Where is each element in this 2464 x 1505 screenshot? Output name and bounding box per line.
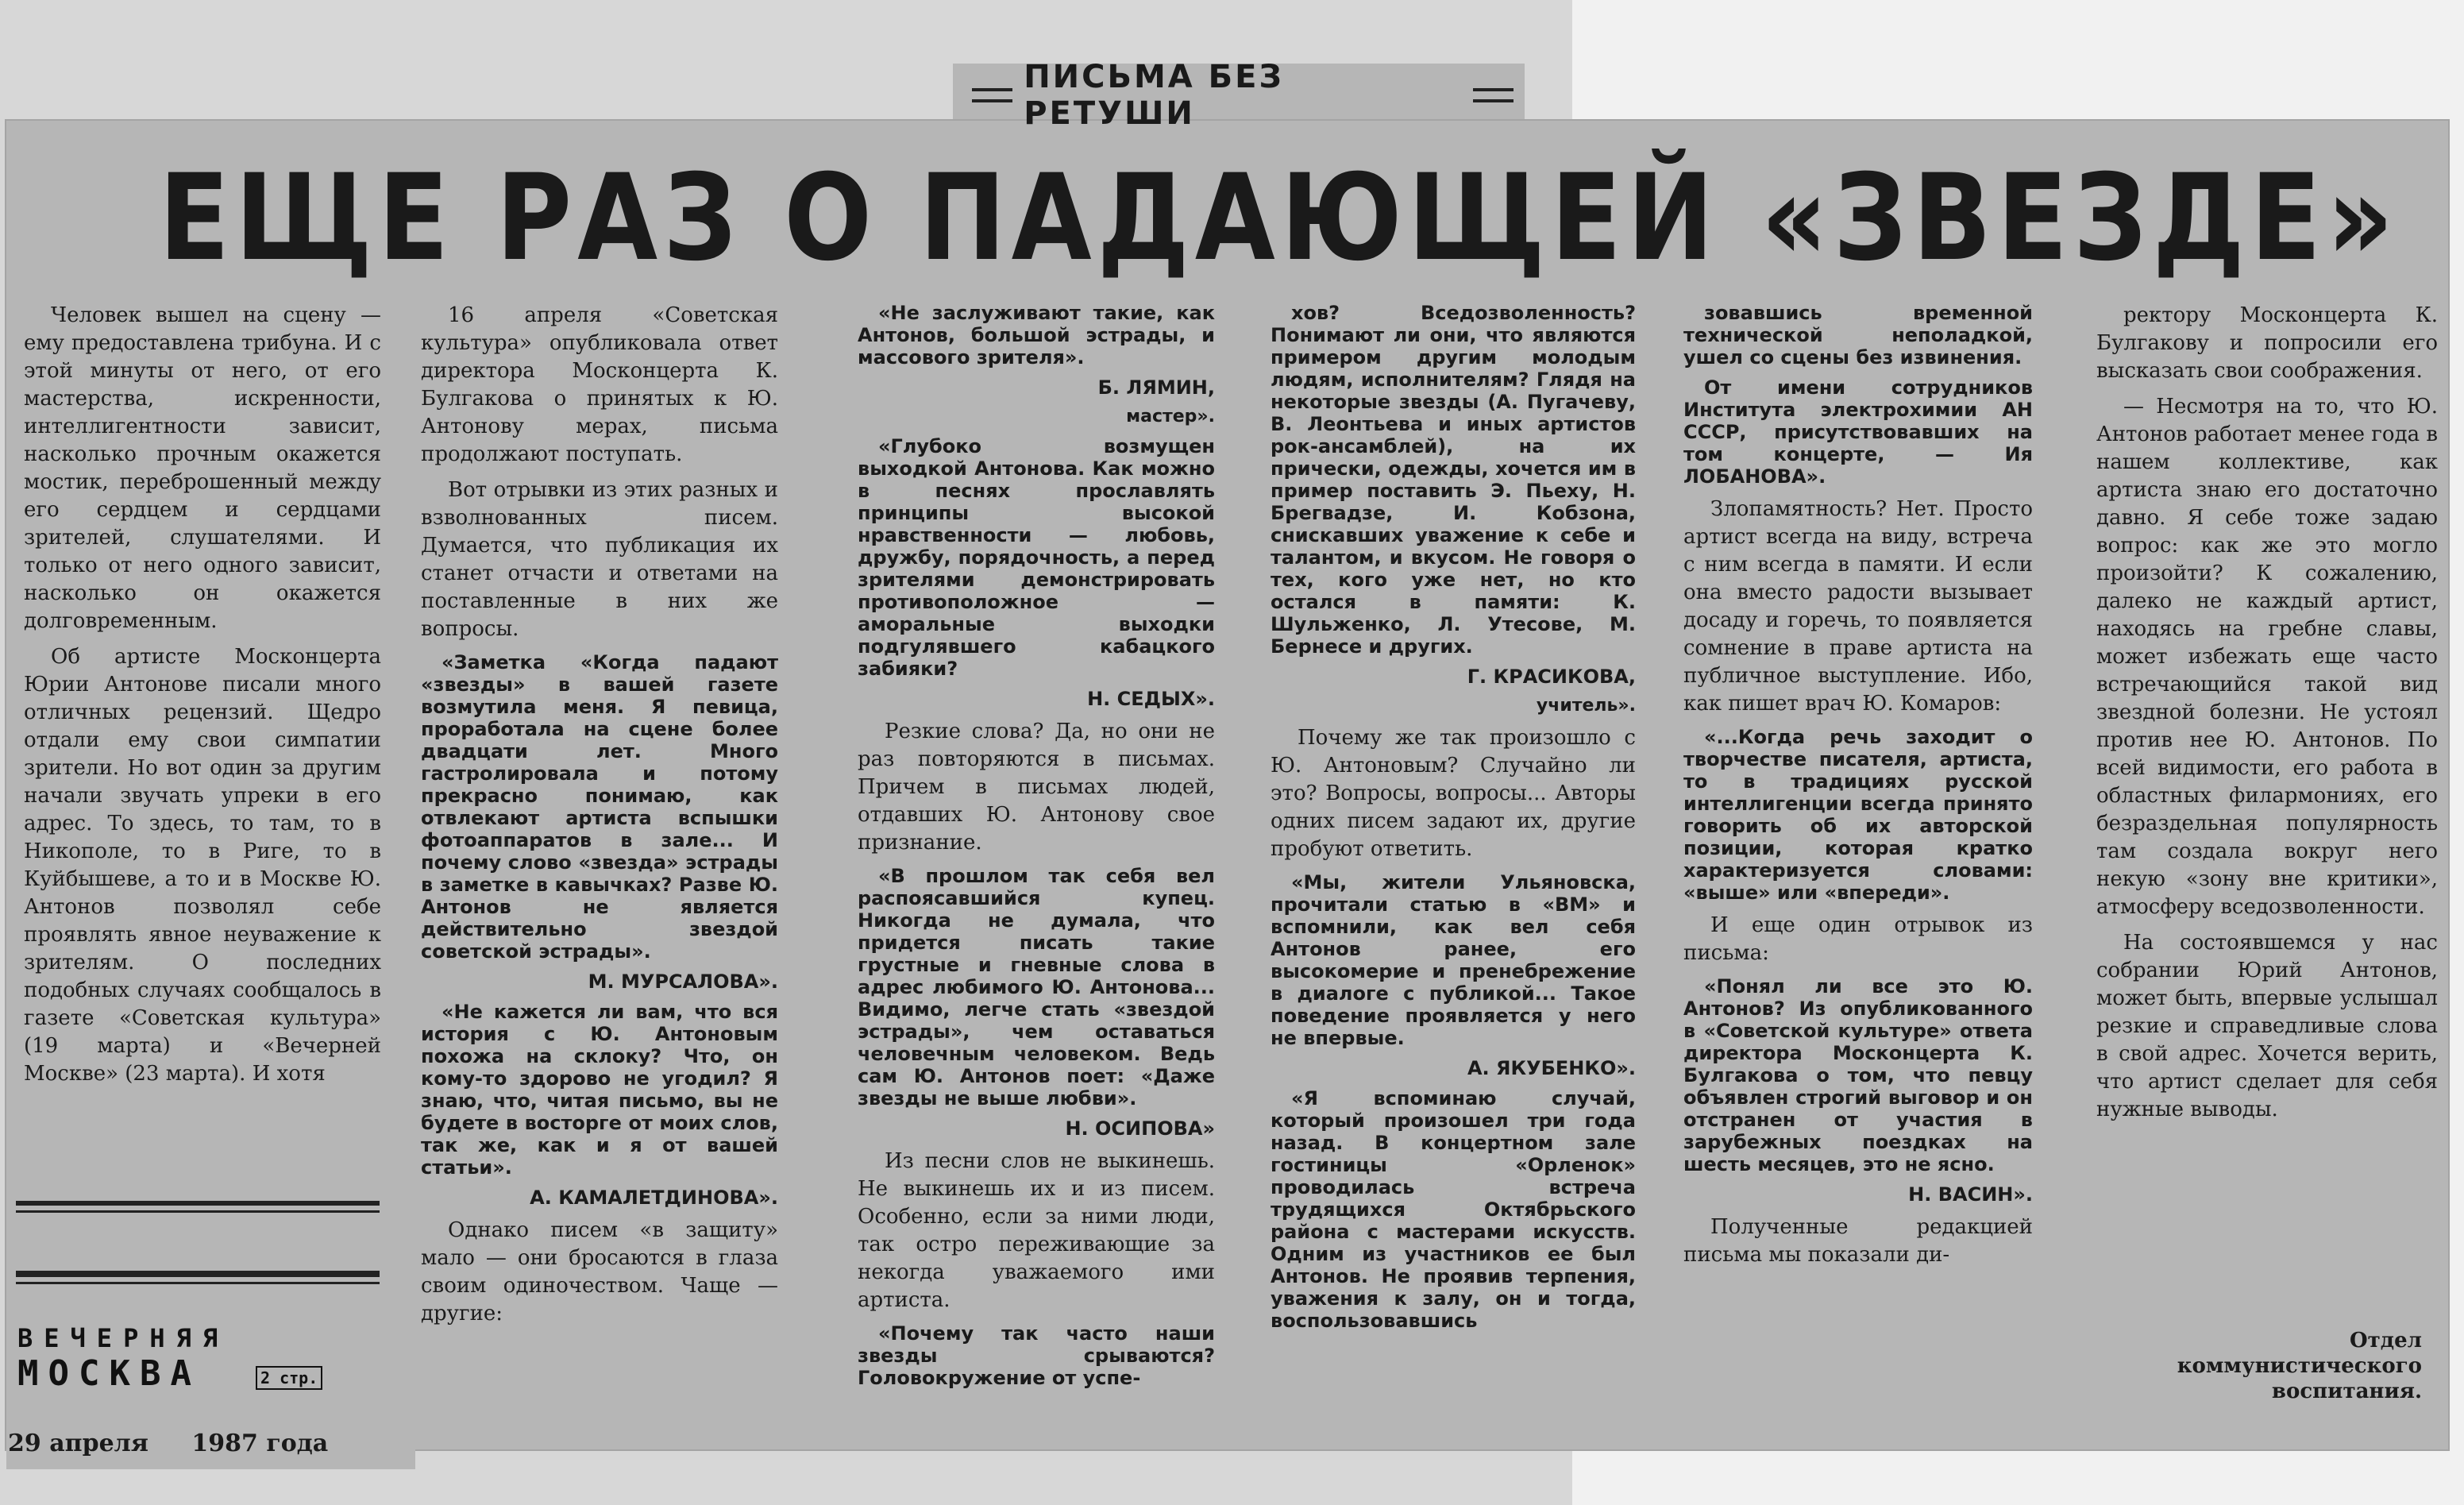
article-paragraph: И еще один отрывок из письма: — [1683, 913, 2033, 965]
letter-excerpt: «Почему так часто наши звезды срываются? Головокружение от успе- — [858, 1322, 1215, 1389]
rubric-rule-left — [972, 88, 1012, 102]
article-column-1 — [24, 302, 381, 1088]
letter-signature: учитель». — [1536, 696, 1636, 716]
newspaper-masthead — [17, 1322, 351, 1402]
masthead-line-2: МОСКВА — [17, 1353, 201, 1394]
rubric-rule-right — [1473, 88, 1513, 102]
letter-signature: М. МУРСАЛОВА». — [588, 971, 778, 993]
letter-excerpt: зовавшись временной технической неполадкой, ушел со сцены без извинения. — [1683, 302, 2033, 369]
letter-signature: Б. ЛЯМИН, — [1097, 376, 1215, 399]
letter-signature: А. КАМАЛЕТДИНОВА». — [530, 1187, 778, 1209]
article-paragraph: Полученные редакцией письма мы показали ди- — [1683, 1215, 2033, 1267]
masthead-rule — [16, 1210, 380, 1213]
masthead-page-number: 2 стр. — [256, 1366, 322, 1390]
article-paragraph: Однако писем «в защиту» мало — они бросаются в глаза своим одиночеством. Чаще — другие: — [421, 1218, 778, 1326]
letter-excerpt: хов? Вседозволенность? Понимают ли они, что являются примером другим молодым людям, исполнителям? Глядя на некоторые звезды (А. Пугачеву, В. Леонтьева и иных артистов рок-ансамблей), на их прически, одежды, хочется им в пример поставить Э. Пьеху, Н. Брегвадзе, И. Кобзона, снискавших уважение к себе и талантом, и вкусом. Не говоря о тех, кого уже нет, но кто остался в памяти: К. Шульженко, Л. Утесове, М. Бернесе и других. — [1271, 302, 1636, 658]
article-paragraph: ректору Москонцерта К. Булгакову и попросили его высказать свои соображения. — [2096, 303, 2438, 383]
rubric-text: ПИСЬМА БЕЗ РЕТУШИ — [1024, 59, 1284, 132]
article-column-6 — [2096, 302, 2438, 1124]
masthead-rule — [16, 1282, 380, 1284]
article-paragraph: На состоявшемся у нас собрании Юрий Антонов, может быть, впервые услышал резкие и справедливые слова в свой адрес. Хочется верить, что артист сделает для себя нужные выводы. — [2096, 931, 2438, 1121]
letter-signature: Н. ОСИПОВА» — [1065, 1117, 1215, 1140]
letter-excerpt: «...Когда речь заходит о творчестве писателя, артиста, то в традициях русской интеллигенции всегда принято говорить об их авторской позиции, которая кратко характеризуется словами: «выше» или «впереди». — [1683, 726, 2033, 904]
headline: ЕЩЕ РАЗ О ПАДАЮЩЕЙ «ЗВЕЗДЕ» — [159, 149, 2400, 287]
article-paragraph: Резкие слова? Да, но они не раз повторяются в письмах. Причем в письмах людей, отдавших Ю. Антонову свое признание. — [858, 720, 1215, 855]
article-paragraph: Из песни слов не выкинешь. Не выкинешь их и из писем. Особенно, если за ними люди, так остро переживающие за некогда уважаемого ими артиста. — [858, 1149, 1215, 1312]
rubric — [961, 59, 1525, 132]
date-day-month: 29 апреля — [8, 1430, 148, 1457]
masthead-line-1: ВЕЧЕРНЯЯ — [17, 1323, 229, 1353]
letter-excerpt: «Понял ли все это Ю. Антонов? Из опубликованного в «Советской культуре» ответа директора Москонцерта К. Булгакова о том, что певцу объявлен строгий выговор и он отстранен от участия в зарубежных поездках на шесть месяцев, это не ясно. — [1683, 975, 2033, 1175]
letter-excerpt: «В прошлом так себя вел распоясавшийся купец. Никогда не думала, что придется писать такие грустные и гневные слова в адрес любимого Ю. Антонова... Видимо, легче стать «звездой эстрады», чем оставаться человечным человеком. Ведь сам Ю. Антонов поет: «Даже звезды не выше любви». — [858, 865, 1215, 1109]
signature-line: воспитания. — [2271, 1380, 2422, 1403]
letter-excerpt: «Мы, жители Ульяновска, прочитали статью в «ВМ» и вспомнили, как вел себя Антонов ранее, его высокомерие и пренебрежение в диалоге с публикой... Такое поведение проявляется у него не впервые. — [1271, 871, 1636, 1049]
masthead-rule — [16, 1271, 380, 1277]
letter-excerpt: «Я вспоминаю случай, который произошел три года назад. В концертном зале гостиницы «Орленок» проводилась встреча трудящихся Октябрьского района с мастерами искусств. Одним из участников ее был Антонов. Не проявив терпения, уважения к залу, он и тогда, воспользовавшись — [1271, 1087, 1636, 1332]
article-paragraph: Об артисте Москонцерта Юрии Антонове писали много отличных рецензий. Щедро отдали ему свои симпатии зрители. Но вот один за другим начали звучать упреки в его адрес. То здесь, то там, то в Никополе, то в Риге, то в Куйбышеве, а то и в Москве Ю. Антонов позволял себе проявлять явное неуважение к зрителям. О последних подобных случаях сообщалось в газете «Советская культура» (19 марта) и «Вечерней Москве» (23 марта). И хотя — [24, 645, 381, 1086]
article-column-3 — [858, 302, 1215, 1389]
letter-excerpt: От имени сотрудников Института электрохимии АН СССР, присутствовавших на том концерте, — Ия ЛОБАНОВА». — [1683, 376, 2033, 488]
article-paragraph: Человек вышел на сцену — ему предоставлена трибуна. И с этой минуты от него, от его мастерства, искренности, интеллигентности зависит, насколько прочным окажется мостик, переброшенный между его сердцем и сердцами зрителей, слушателями. И только от него одного зависит, насколько он окажется долговременным. — [24, 303, 381, 633]
date-year: 1987 года — [191, 1430, 329, 1457]
letter-excerpt: «Заметка «Когда падают «звезды» в вашей газете возмутила меня. Я певица, проработала на сцене более двадцати лет. Много гастролировала и потому прекрасно понимаю, как отвлекают артиста вспышки фотоаппаратов в зале... И почему слово «звезда» эстрады в заметке в кавычках? Разве Ю. Антонов не является действительно звездой советской эстрады». — [421, 651, 778, 963]
letter-signature: мастер». — [1126, 407, 1215, 426]
article-paragraph: — Несмотря на то, что Ю. Антонов работает менее года в нашем коллективе, как артиста знаю его достаточно давно. Я себе тоже задаю вопрос: как же это могло произойти? К сожалению, далеко не каждый артист, находясь на гребне славы, может избежать еще часто встречающийся такой вид звездной болезни. Не устоял против нее Ю. Антонов. По всей видимости, его работа в областных филармониях, его безраздельная популярность там создала вокруг него некую «зону вне критики», атмосферу вседозволенности. — [2096, 395, 2438, 919]
letter-signature: Н. ВАСИН». — [1908, 1183, 2033, 1206]
letter-signature: Г. КРАСИКОВА, — [1467, 666, 1636, 688]
masthead-rule — [16, 1201, 380, 1206]
letter-signature: А. ЯКУБЕНКО». — [1467, 1057, 1636, 1079]
article-paragraph: 16 апреля «Советская культура» опубликовала ответ директора Москонцерта К. Булгакова о принятых к Ю. Антонову мерах, письма продолжают поступать. — [421, 303, 778, 466]
letter-excerpt: «Не заслуживают такие, как Антонов, большой эстрады, и массового зрителя». — [858, 302, 1215, 369]
article-paragraph: Почему же так произошло с Ю. Антоновым? Случайно ли это? Вопросы, вопросы... Авторы одних писем задают их, другие пробуют ответить. — [1271, 726, 1636, 861]
dateline — [8, 1430, 405, 1461]
article-paragraph: Злопамятность? Нет. Просто артист всегда на виду, встреча с ним всегда в памяти. И если она вместо радости вызывает досаду и горечь, то появляется сомнение в праве артиста на публичное выступление. Ибо, как пишет врач Ю. Комаров: — [1683, 497, 2033, 716]
article-column-2 — [421, 302, 778, 1328]
article-column-4 — [1271, 302, 1636, 1332]
signature-line: коммунистического — [2177, 1354, 2422, 1378]
letter-signature: Н. СЕДЫХ». — [1087, 688, 1215, 710]
signature-line: Отдел — [2350, 1329, 2422, 1353]
article-paragraph: Вот отрывки из этих разных и взволнованных писем. Думается, что публикация их станет отчасти и ответами на поставленные в них же вопросы. — [421, 478, 778, 641]
letter-excerpt: «Глубоко возмущен выходкой Антонова. Как можно в песнях прославлять принципы высокой нравственности — любовь, дружбу, порядочность, а перед зрителями демонстрировать противоположное — аморальные выходки подгулявшего кабацкого забияки? — [858, 435, 1215, 680]
department-signature — [2096, 1328, 2422, 1404]
letter-excerpt: «Не кажется ли вам, что вся история с Ю. Антоновым похожа на склоку? Что, он кому-то здорово не угодил? Я знаю, что, читая письмо, вы не будете в восторге от моих слов, так же, как и я от вашей статьи». — [421, 1001, 778, 1179]
article-column-5 — [1683, 302, 2033, 1269]
